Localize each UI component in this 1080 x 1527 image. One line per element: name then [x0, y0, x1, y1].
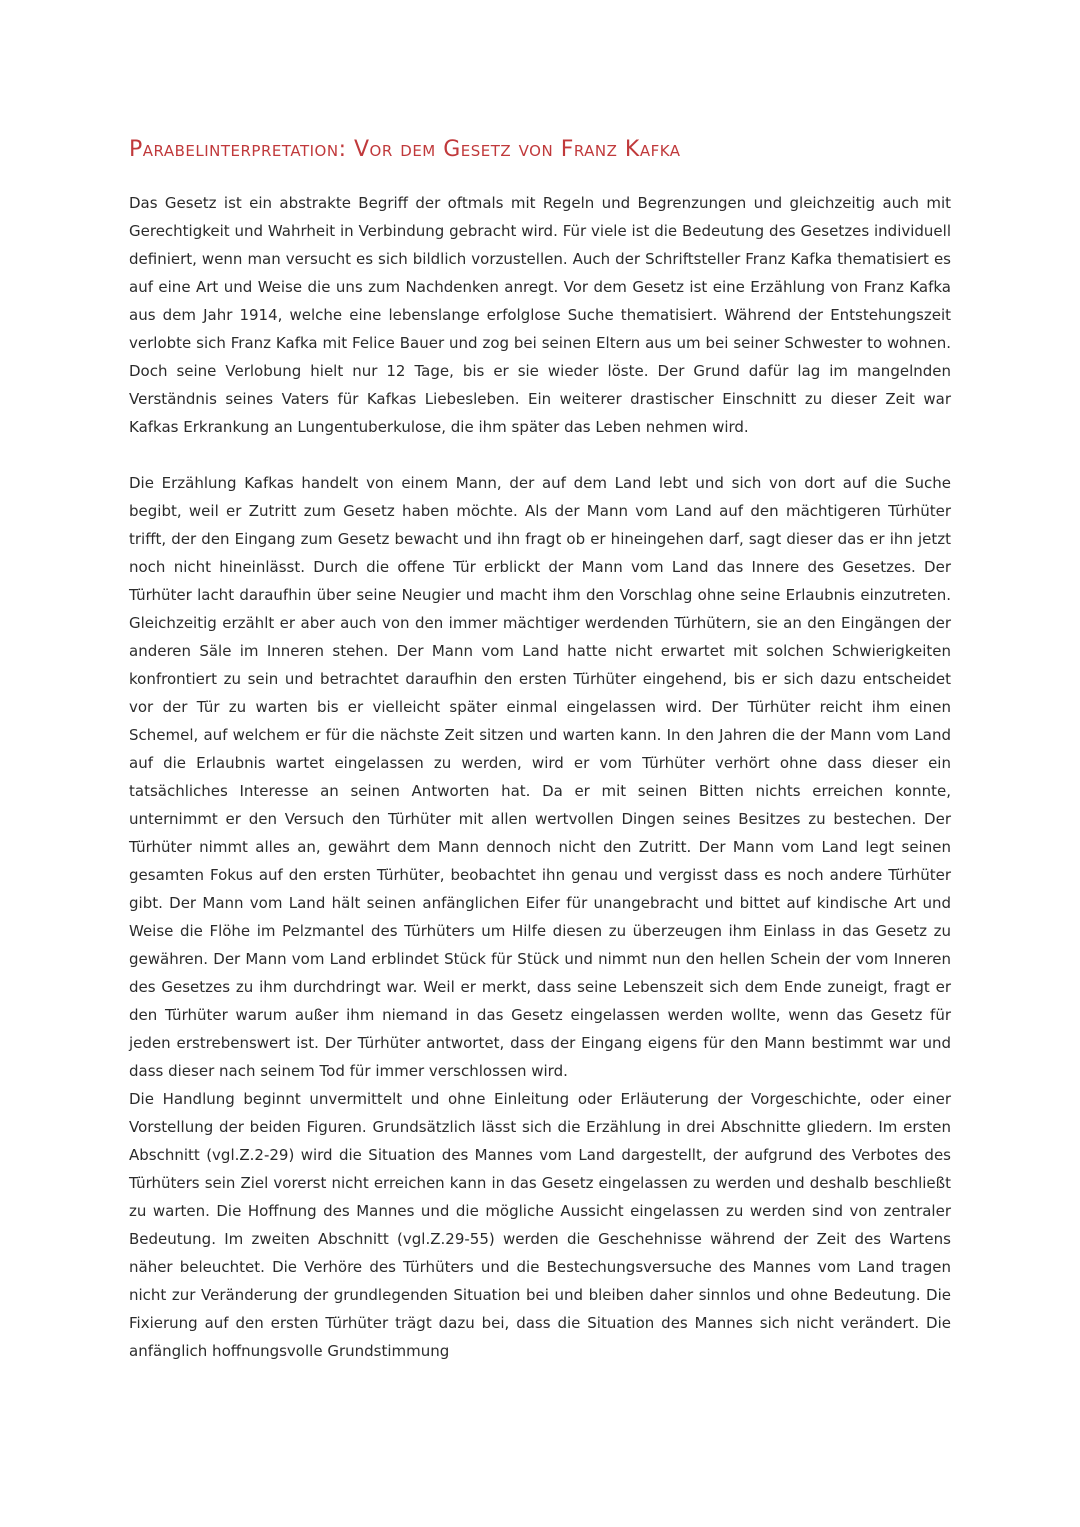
document-body — [129, 189, 951, 1365]
paragraph-summary: Die Erzählung Kafkas handelt von einem Mann, der auf dem Land lebt und sich von dort auf die Suche begibt, weil er Zutritt zum Gesetz haben möchte. Als der Mann vom Land auf den mächtigeren Türhüter trifft, der den Eingang zum Gesetz bewacht und ihn fragt ob er hineingehen darf, sagt dieser das er ihn jetzt noch nicht hineinlässt. Durch die offene Tür erblickt der Mann vom Land das Innere des Gesetzes. Der Türhüter lacht daraufhin über seine Neugier und macht ihm den Vorschlag ohne seine Erlaubnis einzutreten. Gleichzeitig erzählt er aber auch von den immer mächtiger werdenden Türhütern, sie an den Eingängen der anderen Säle im Inneren stehen. Der Mann vom Land hatte nicht erwartet mit solchen Schwierigkeiten konfrontiert zu sein und betrachtet daraufhin den ersten Türhüter eingehend, bis er sich dazu entscheidet vor der Tür zu warten bis er vielleicht später einmal eingelassen wird. Der Türhüter reicht ihm einen Schemel, auf welchem er für die nächste Zeit sitzen und warten kann. In den Jahren die der Mann vom Land auf die Erlaubnis wartet eingelassen zu werden, wird er vom Türhüter verhört ohne dass dieser ein tatsächliches Interesse an seinen Antworten hat. Da er mit seinen Bitten nichts erreichen konnte, unternimmt er den Versuch den Türhüter mit allen wertvollen Dingen seines Besitzes zu bestechen. Der Türhüter nimmt alles an, gewährt dem Mann dennoch nicht den Zutritt. Der Mann vom Land legt seinen gesamten Fokus auf den ersten Türhüter, beobachtet ihn genau und vergisst dass es noch andere Türhüter gibt. Der Mann vom Land hält seinen anfänglichen Eifer für unangebracht und bittet auf kindische Art und Weise die Flöhe im Pelzmantel des Türhüters um Hilfe diesen zu überzeugen ihm Einlass in das Gesetz zu gewähren. Der Mann vom Land erblindet Stück für Stück und nimmt nun den hellen Schein der vom Inneren des Gesetzes zu ihm durchdringt war. Weil er merkt, dass seine Lebenszeit sich dem Ende zuneigt, fragt er den Türhüter warum außer ihm niemand in das Gesetz eingelassen werden wollte, wenn das Gesetz für jeden erstrebenswert ist. Der Türhüter antwortet, dass der Eingang eigens für den Mann bestimmt war und dass dieser nach seinem Tod für immer verschlossen wird. — [129, 474, 951, 1080]
paragraph-introduction: Das Gesetz ist ein abstrakte Begriff der oftmals mit Regeln und Begrenzungen und gleichzeitig auch mit Gerechtigkeit und Wahrheit in Verbindung gebracht wird. Für viele ist die Bedeutung des Gesetzes individuell definiert, wenn man versucht es sich bildlich vorzustellen. Auch der Schriftsteller Franz Kafka thematisiert es auf eine Art und Weise die uns zum Nachdenken anregt. Vor dem Gesetz ist eine Erzählung von Franz Kafka aus dem Jahr 1914, welche eine lebenslange erfolglose Suche thematisiert. Während der Entstehungszeit verlobte sich Franz Kafka mit Felice Bauer und zog bei seinen Eltern aus um bei seiner Schwester to wohnen. Doch seine Verlobung hielt nur 12 Tage, bis er sie wieder löste. Der Grund dafür lag im mangelnden Verständnis seines Vaters für Kafkas Liebesleben. Ein weiterer drastischer Einschnitt zu dieser Zeit war Kafkas Erkrankung an Lungentuberkulose, die ihm später das Leben nehmen wird. — [129, 194, 951, 436]
document-title: Parabelinterpretation: Vor dem Gesetz von Franz Kafka — [129, 137, 681, 162]
paragraph-structure-analysis: Die Handlung beginnt unvermittelt und ohne Einleitung oder Erläuterung der Vorgeschichte, oder einer Vorstellung der beiden Figuren. Grundsätzlich lässt sich die Erzählung in drei Abschnitte gliedern. Im ersten Abschnitt (vgl.Z.2-29) wird die Situation des Mannes vom Land dargestellt, der aufgrund des Verbotes des Türhüters sein Ziel vorerst nicht erreichen kann in das Gesetz eingelassen zu werden und deshalb beschließt zu warten. Die Hoffnung des Mannes und die mögliche Aussicht eingelassen zu werden sind von zentraler Bedeutung. Im zweiten Abschnitt (vgl.Z.29-55) werden die Geschehnisse während der Zeit des Wartens näher beleuchtet. Die Verhöre des Türhüters und die Bestechungsversuche des Mannes vom Land tragen nicht zur Veränderung der grundlegenden Situation bei und bleiben daher sinnlos und ohne Bedeutung. Die Fixierung auf den ersten Türhüter trägt dazu bei, dass die Situation des Mannes sich nicht verändert. Die anfänglich hoffnungsvolle Grundstimmung — [129, 1090, 951, 1360]
